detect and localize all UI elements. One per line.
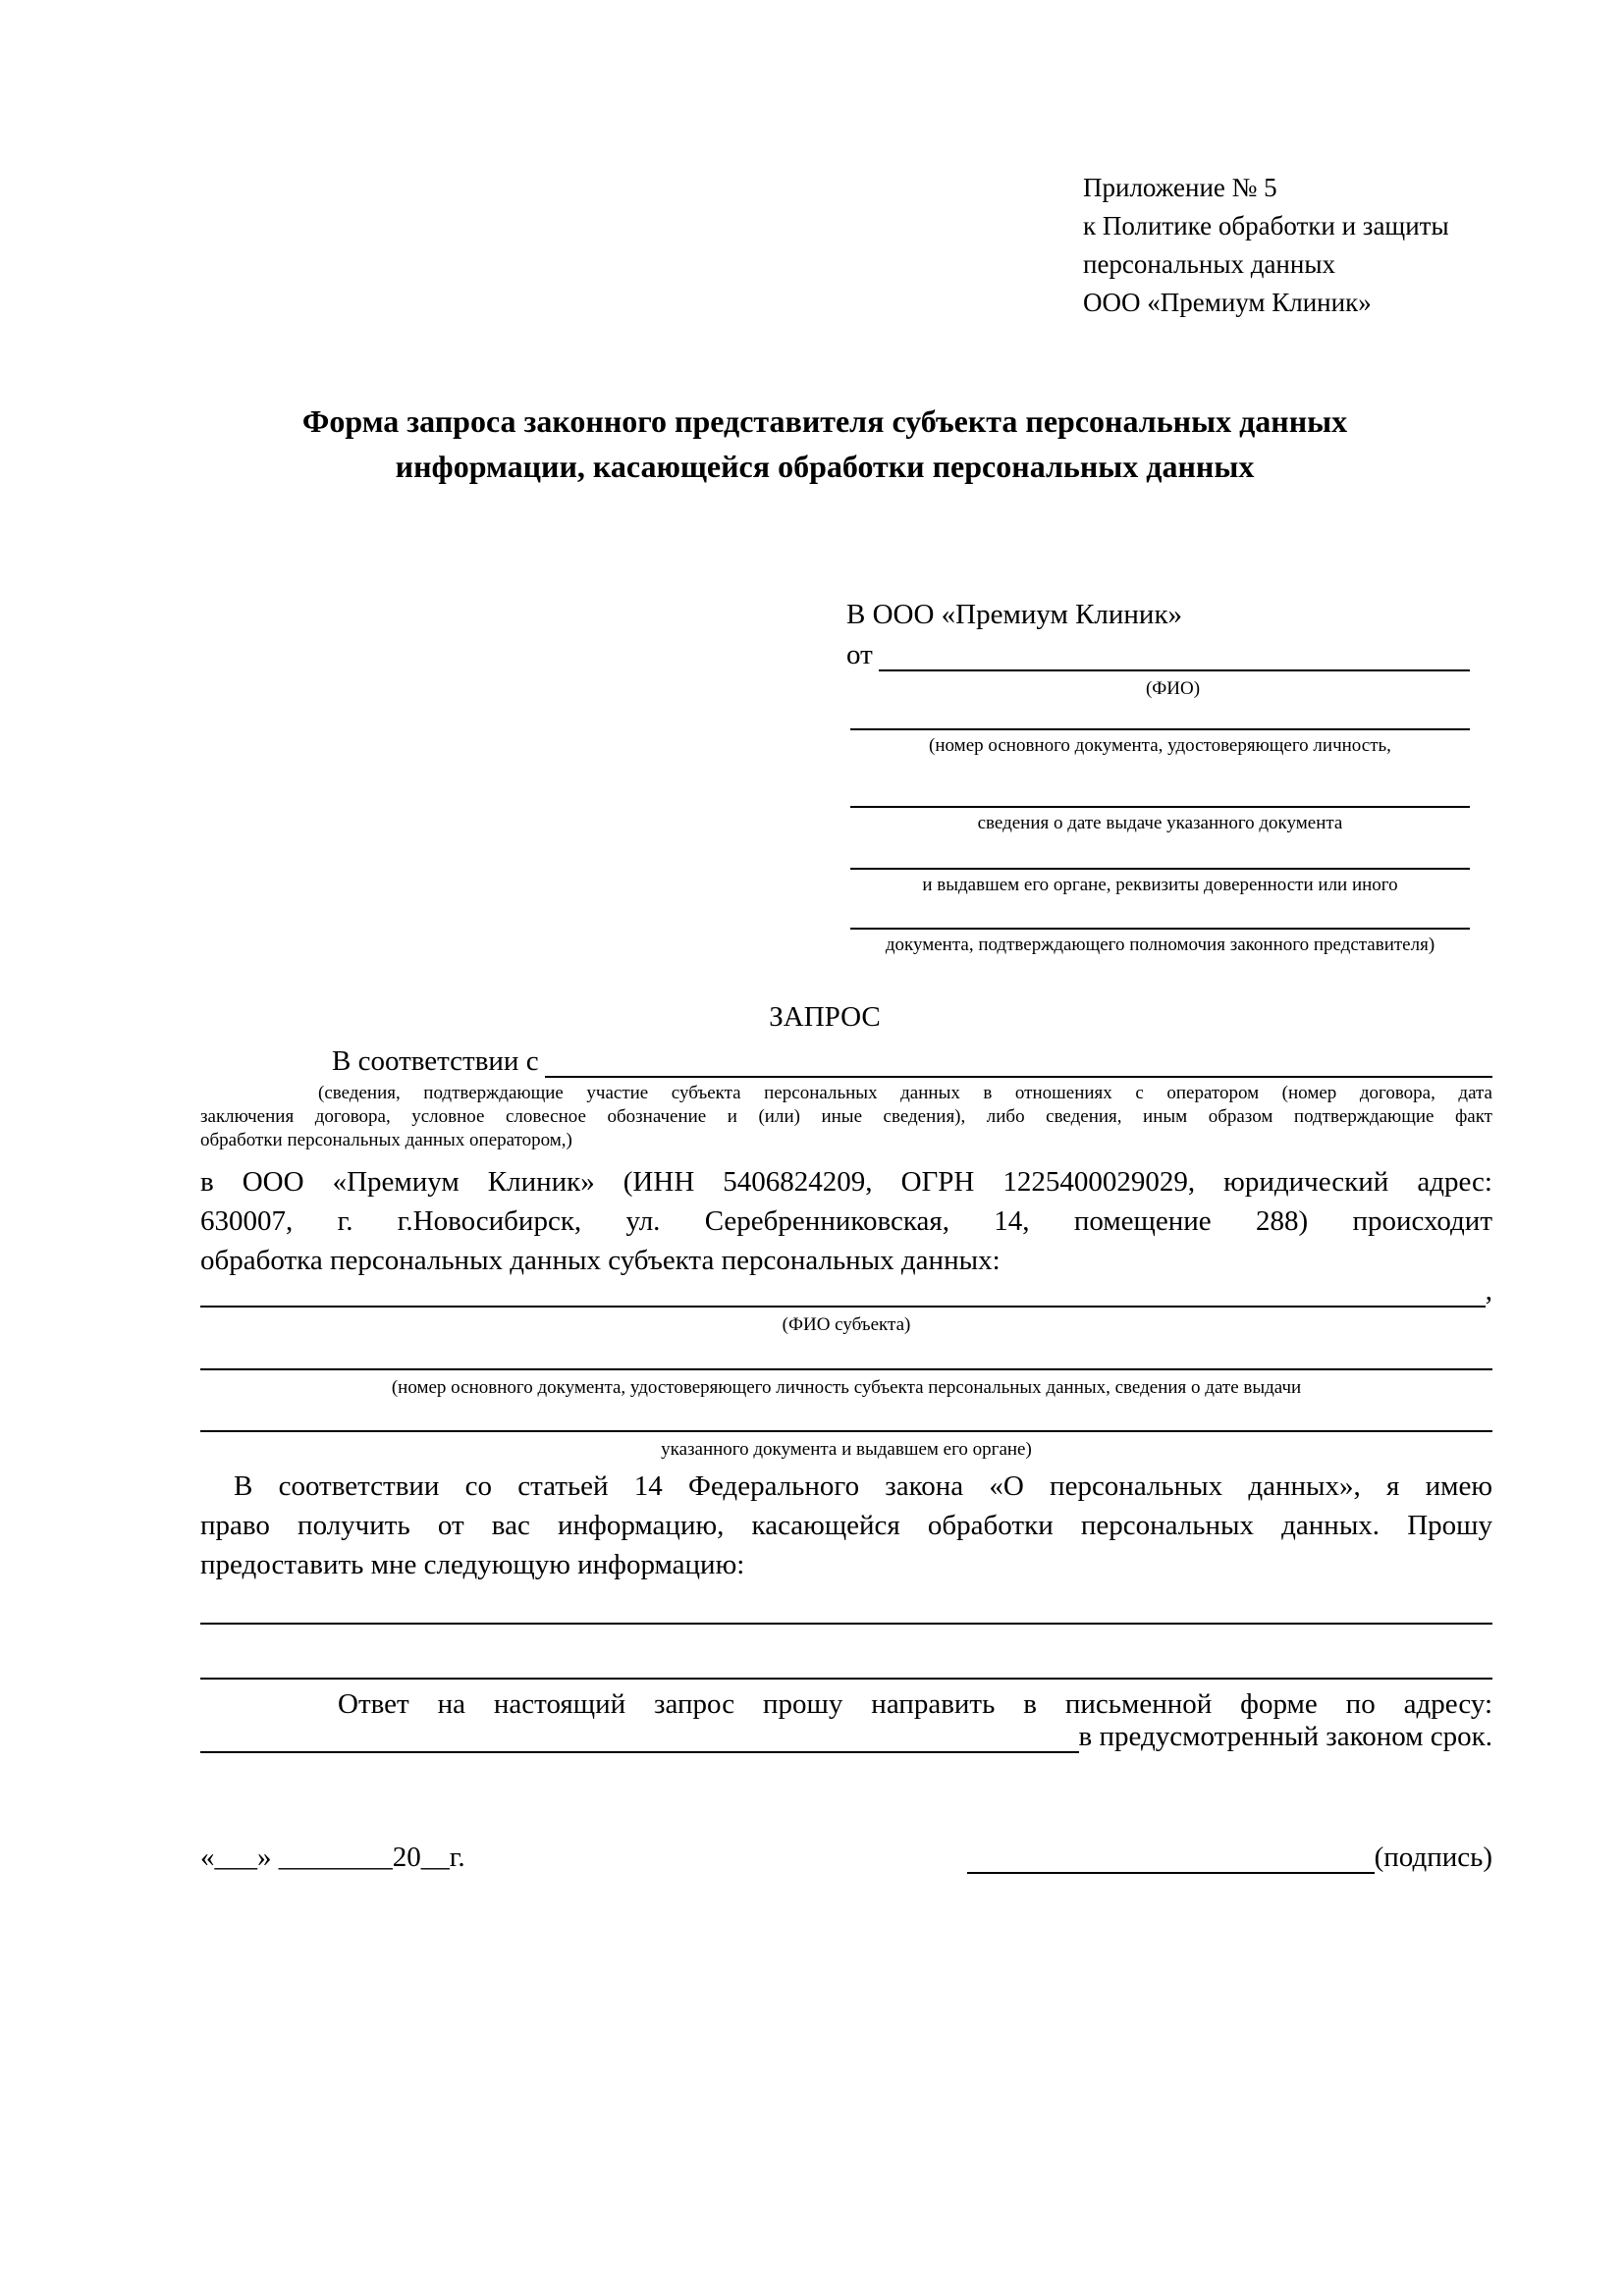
- subject-document-caption-2: указанного документа и выдавшем его органе): [661, 1439, 1032, 1460]
- annex-header: [1083, 169, 1495, 322]
- fio-caption: (ФИО): [1145, 678, 1201, 699]
- answer-address-row: [200, 1720, 1492, 1753]
- field-caption: (номер основного документа, удостоверяющего личность,: [929, 735, 1391, 756]
- intro-row: [200, 1044, 1492, 1078]
- intro-caption-line: обработки персональных данных оператором,): [200, 1130, 572, 1150]
- addressee-to: В ООО «Премиум Клиник»: [846, 599, 1183, 630]
- signature-blank-line: [967, 1842, 1375, 1874]
- answer-paragraph: Ответ на настоящий запрос прошу направить в письменной форме по адресу:: [338, 1688, 1492, 1720]
- law-paragraph: [200, 1467, 1492, 1584]
- blank-line-authority-document: [850, 928, 1470, 930]
- document-title-line: Форма запроса законного представителя субъекта персональных данных: [301, 403, 1348, 439]
- law-paragraph-line: В соответствии со статьей 14 Федерального закона «О персональных данных», я имею: [234, 1470, 1492, 1502]
- intro-caption-line: (сведения, подтверждающие участие субъекта персональных данных в отношениях с оператором (номер договора, дата: [318, 1083, 1492, 1103]
- footer-row: [200, 1842, 1492, 1874]
- blank-line-issuing-authority: [850, 868, 1470, 870]
- intro-caption-line: заключения договора, условное словесное обозначение и (или) иные сведения), либо сведения, иным образом подтверждающие факт: [200, 1106, 1492, 1127]
- law-paragraph-line: право получить от вас информацию, касающейся обработки персональных данных. Прошу: [200, 1510, 1492, 1541]
- signature-group: [967, 1842, 1492, 1874]
- law-paragraph-line: предоставить мне следующую информацию:: [200, 1549, 745, 1580]
- subject-document-caption: (номер основного документа, удостоверяющего личность субъекта персональных данных, сведения о дате выдачи: [391, 1377, 1302, 1398]
- blank-line-requested-info-2: [200, 1678, 1492, 1680]
- trailing-comma: ,: [1485, 1275, 1492, 1307]
- addressee-from-row: [846, 638, 1470, 671]
- subject-fio-blank-line: [200, 1276, 1486, 1308]
- answer-address-blank-line: [200, 1722, 1079, 1753]
- blank-line-requested-info-1: [200, 1623, 1492, 1625]
- subject-fio-caption: (ФИО субъекта): [782, 1314, 911, 1335]
- field-caption: и выдавшем его органе, реквизиты доверенности или иного: [922, 875, 1398, 895]
- blank-line-subject-document: [200, 1368, 1492, 1370]
- from-label: от: [846, 639, 873, 670]
- annex-header-line: Приложение № 5: [1083, 173, 1277, 202]
- operator-paragraph-line: обработка персональных данных субъекта персональных данных:: [200, 1245, 1001, 1276]
- date-blank: «___» ________20__г.: [200, 1842, 465, 1873]
- answer-tail: в предусмотренный законом срок.: [1078, 1721, 1492, 1752]
- annex-header-line: к Политике обработки и защиты: [1083, 211, 1449, 240]
- field-caption: документа, подтверждающего полномочия законного представителя): [885, 934, 1435, 955]
- annex-header-line: ООО «Премиум Клиник»: [1083, 288, 1372, 317]
- intro-label: В соответствии с: [332, 1045, 539, 1077]
- operator-paragraph: [200, 1162, 1492, 1280]
- document-title-line: информации, касающейся обработки персональных данных: [395, 449, 1255, 484]
- field-caption: сведения о дате выдаче указанного документа: [977, 813, 1343, 833]
- operator-paragraph-line: 630007, г. г.Новосибирск, ул. Серебренниковская, 14, помещение 288) происходит: [200, 1205, 1492, 1237]
- from-name-blank-line: [879, 640, 1470, 671]
- subject-fio-row: [200, 1276, 1492, 1308]
- intro-blank-line: [545, 1046, 1492, 1078]
- signature-caption: (подпись): [1374, 1842, 1492, 1873]
- blank-line-document-number: [850, 728, 1470, 730]
- operator-paragraph-line: в ООО «Премиум Клиник» (ИНН 5406824209, ОГРН 1225400029029, юридический адрес:: [200, 1166, 1492, 1198]
- blank-line-issue-date: [850, 806, 1470, 808]
- intro-caption: [200, 1082, 1492, 1152]
- request-heading: ЗАПРОС: [769, 1001, 881, 1033]
- blank-line-subject-document-2: [200, 1430, 1492, 1432]
- annex-header-line: персональных данных: [1083, 249, 1335, 279]
- document-title: [157, 399, 1492, 489]
